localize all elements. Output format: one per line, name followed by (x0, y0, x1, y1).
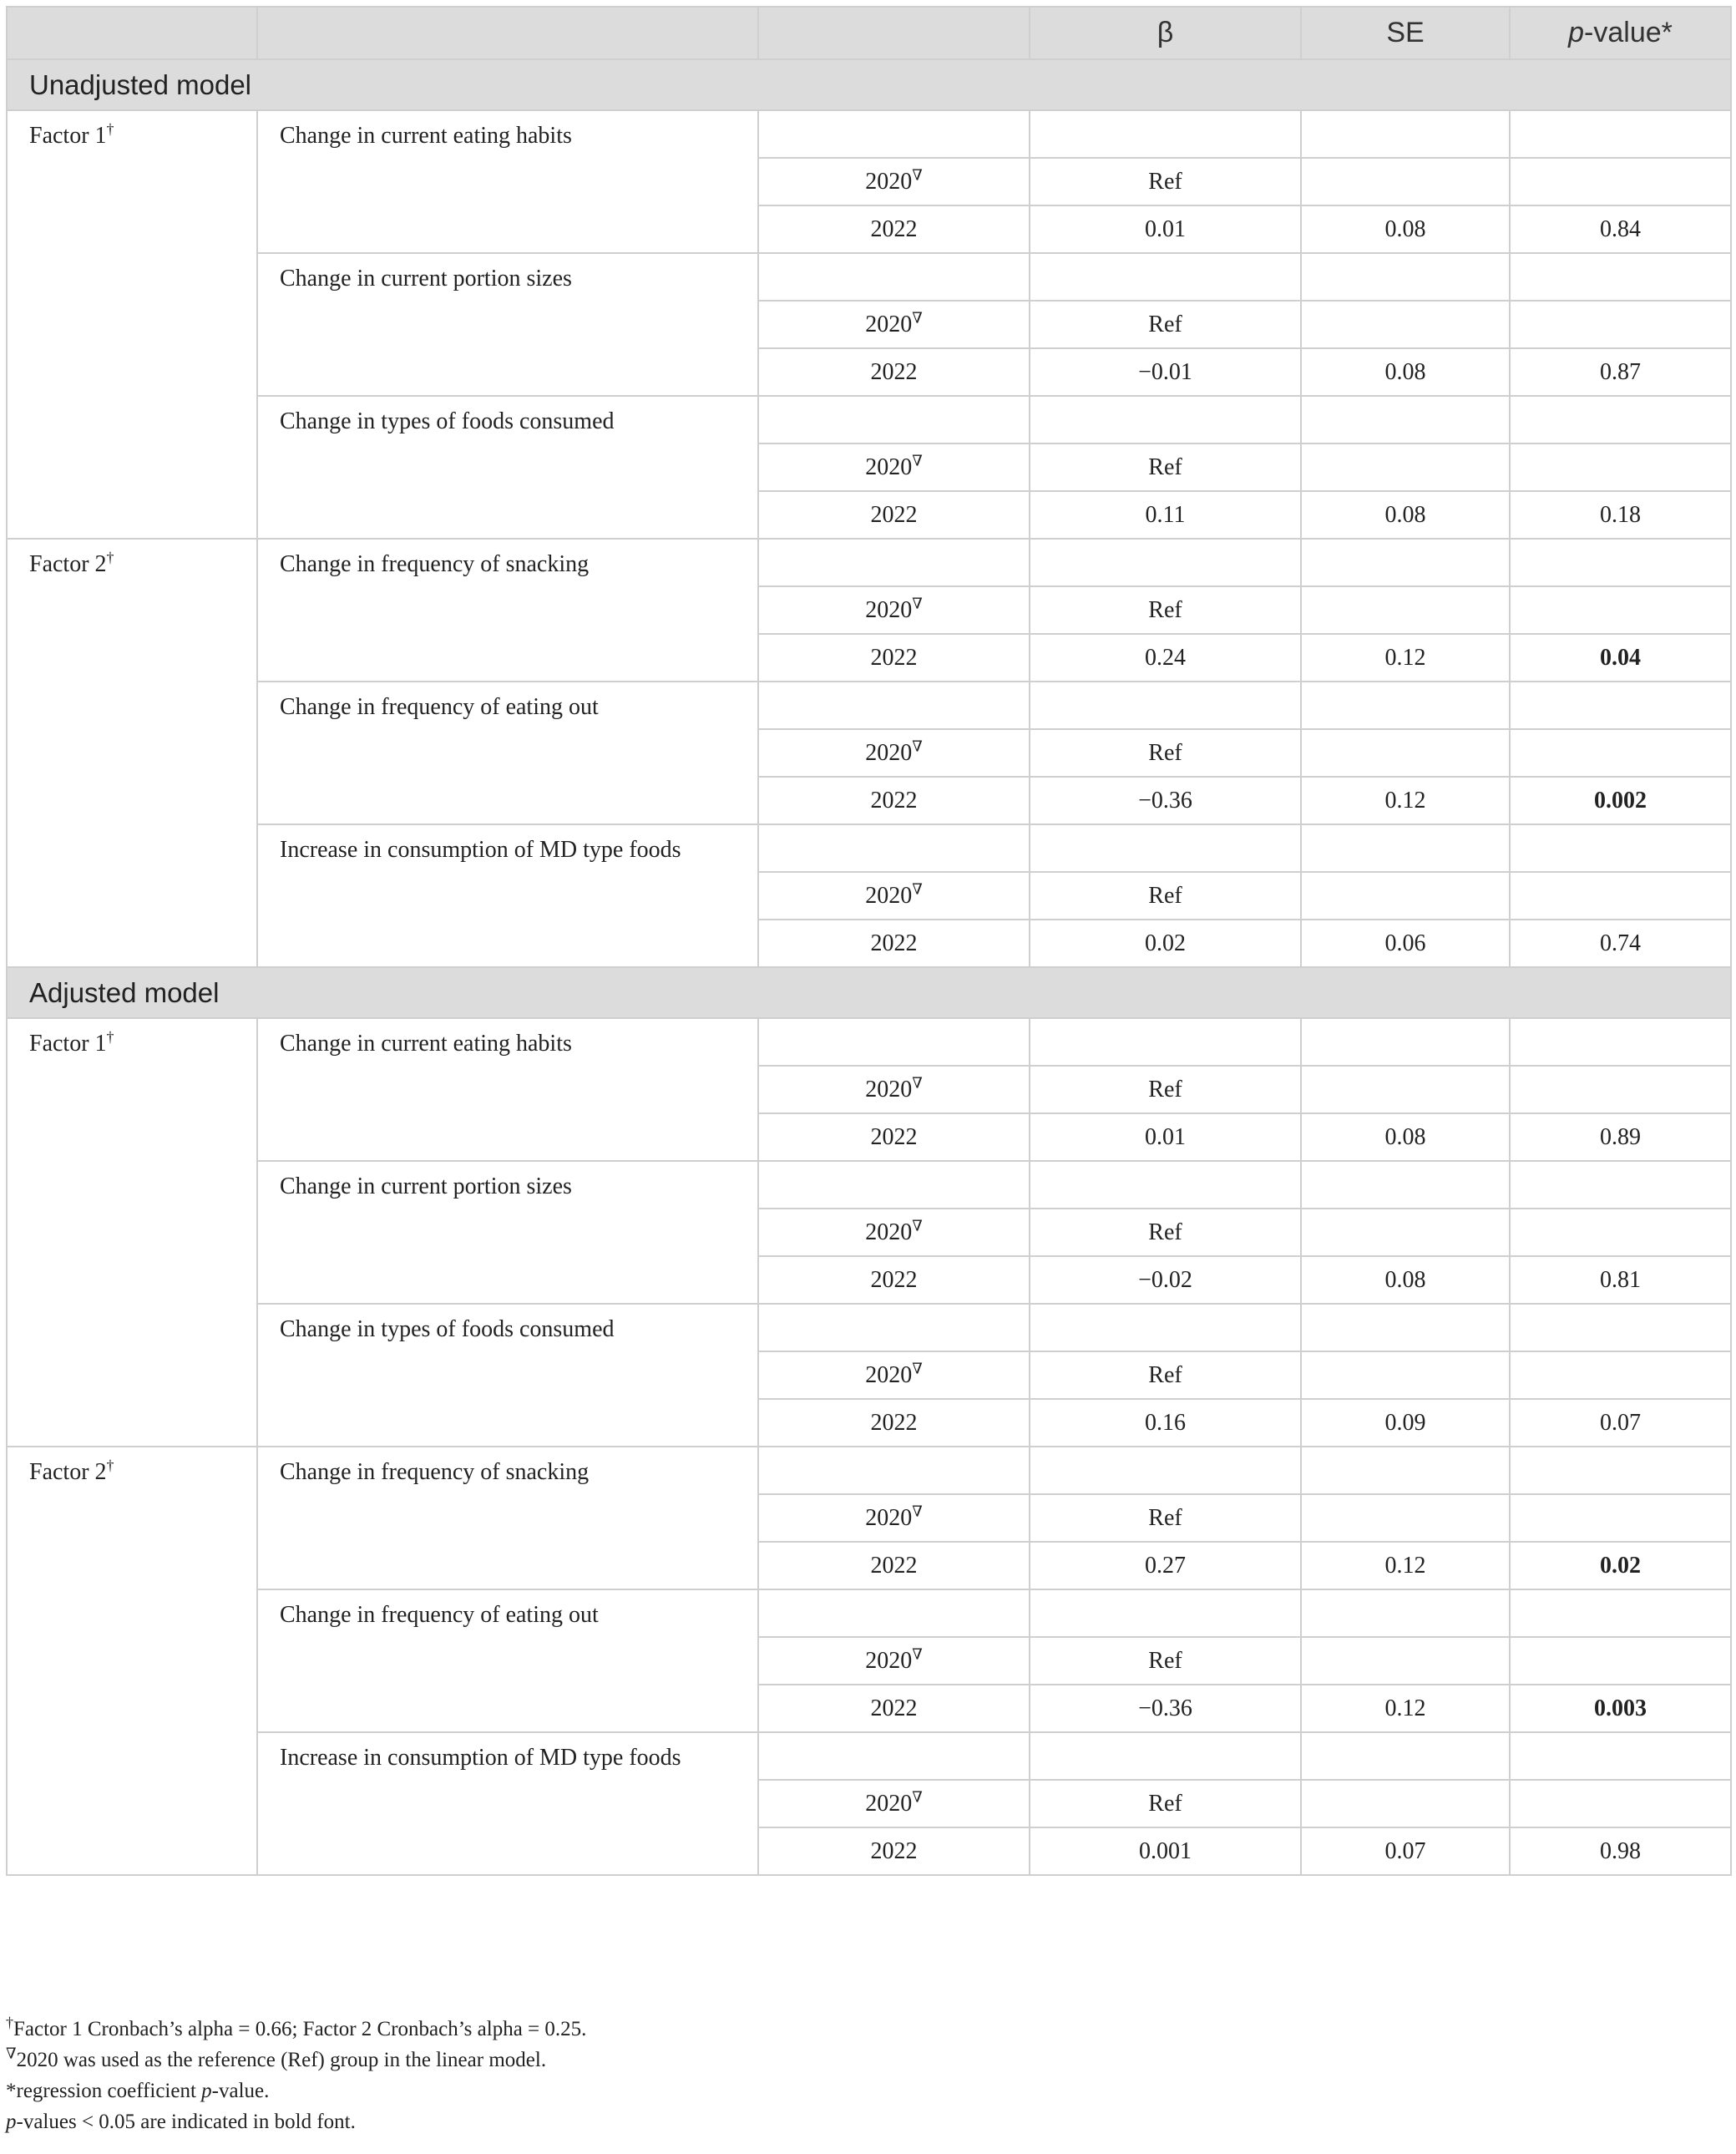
header-se: SE (1301, 7, 1510, 59)
se-value: 0.12 (1301, 634, 1510, 682)
table-header-row (7, 7, 1731, 59)
se-value: 0.12 (1301, 1685, 1510, 1732)
empty-cell (1510, 301, 1731, 348)
empty-cell (1510, 1304, 1731, 1351)
table-row (7, 1589, 1731, 1637)
empty-cell (1301, 110, 1510, 158)
empty-cell (758, 1732, 1030, 1780)
section-row (7, 967, 1731, 1018)
empty-cell (1301, 729, 1510, 777)
ref-year-text: 2020 (865, 1361, 913, 1388)
item-label: Change in current eating habits (257, 110, 758, 253)
empty-cell (1510, 110, 1731, 158)
se-value: 0.08 (1301, 491, 1510, 539)
p-value: 0.002 (1510, 777, 1731, 824)
beta-value: 0.16 (1030, 1399, 1301, 1447)
empty-cell (1301, 682, 1510, 729)
empty-cell (1301, 1209, 1510, 1256)
beta-value: 0.001 (1030, 1827, 1301, 1875)
p-value: 0.87 (1510, 348, 1731, 396)
empty-cell (1510, 1066, 1731, 1113)
empty-cell (758, 253, 1030, 301)
header-blank-3 (758, 7, 1030, 59)
empty-cell (1030, 1732, 1301, 1780)
ref-year (758, 729, 1030, 777)
empty-cell (1301, 1589, 1510, 1637)
header-blank-1 (7, 7, 257, 59)
year-value: 2022 (758, 348, 1030, 396)
factor-label-text: Factor 1 (29, 123, 107, 149)
empty-cell (1030, 1589, 1301, 1637)
table-row (7, 539, 1731, 586)
year-value: 2022 (758, 1542, 1030, 1589)
year-value: 2022 (758, 634, 1030, 682)
empty-cell (1030, 110, 1301, 158)
header-blank-2 (257, 7, 758, 59)
empty-cell (758, 1018, 1030, 1066)
beta-value: Ref (1030, 586, 1301, 634)
table-row (7, 110, 1731, 158)
ref-year-text: 2020 (865, 454, 913, 480)
empty-cell (758, 824, 1030, 872)
footnote-4-italic: p (6, 2111, 17, 2133)
empty-cell (758, 1447, 1030, 1494)
factor-label-text: Factor 2 (29, 551, 107, 577)
empty-cell (1510, 824, 1731, 872)
p-value: 0.02 (1510, 1542, 1731, 1589)
ref-year-text: 2020 (865, 1647, 913, 1674)
beta-value: 0.02 (1030, 920, 1301, 967)
empty-cell (1510, 729, 1731, 777)
empty-cell (1510, 1589, 1731, 1637)
ref-year (758, 1637, 1030, 1685)
beta-value: 0.11 (1030, 491, 1301, 539)
beta-value: −0.36 (1030, 1685, 1301, 1732)
year-value: 2022 (758, 491, 1030, 539)
se-value: 0.08 (1301, 1256, 1510, 1304)
empty-cell (1301, 1780, 1510, 1827)
empty-cell (1301, 158, 1510, 205)
footnote-4-post: -values < 0.05 are indicated in bold font. (16, 2111, 356, 2133)
empty-cell (1510, 1209, 1731, 1256)
empty-cell (1510, 586, 1731, 634)
table-row (7, 1447, 1731, 1494)
factor-label-text: Factor 1 (29, 1031, 107, 1057)
header-p-value (1510, 7, 1731, 59)
ref-year-mark: ∇ (912, 1645, 923, 1663)
empty-cell (1301, 1732, 1510, 1780)
empty-cell (1301, 396, 1510, 443)
ref-year (758, 158, 1030, 205)
table-row (7, 1732, 1731, 1780)
factor-label-mark: † (106, 1457, 114, 1474)
ref-year (758, 586, 1030, 634)
ref-year-mark: ∇ (912, 166, 923, 184)
p-value: 0.84 (1510, 205, 1731, 253)
empty-cell (1510, 253, 1731, 301)
factor-label (7, 539, 257, 967)
empty-cell (1301, 539, 1510, 586)
factor-label-mark: † (106, 549, 114, 566)
footnote-4 (6, 2106, 1726, 2137)
section-row (7, 59, 1731, 110)
empty-cell (1030, 539, 1301, 586)
empty-cell (1510, 1732, 1731, 1780)
item-label: Change in current eating habits (257, 1018, 758, 1161)
ref-year-text: 2020 (865, 1504, 913, 1531)
ref-year-text: 2020 (865, 596, 913, 623)
item-label: Change in current portion sizes (257, 253, 758, 396)
empty-cell (1510, 1018, 1731, 1066)
ref-year (758, 872, 1030, 920)
ref-year-text: 2020 (865, 1790, 913, 1817)
table-row (7, 396, 1731, 443)
table-row (7, 824, 1731, 872)
year-value: 2022 (758, 1256, 1030, 1304)
se-value: 0.08 (1301, 205, 1510, 253)
ref-year (758, 443, 1030, 491)
ref-year-text: 2020 (865, 1219, 913, 1245)
ref-year (758, 1066, 1030, 1113)
empty-cell (1510, 443, 1731, 491)
table-row (7, 1018, 1731, 1066)
ref-year-text: 2020 (865, 882, 913, 909)
empty-cell (1510, 539, 1731, 586)
p-value: 0.18 (1510, 491, 1731, 539)
table-row (7, 1304, 1731, 1351)
footnote-2 (6, 2045, 1726, 2075)
beta-value: 0.24 (1030, 634, 1301, 682)
empty-cell (758, 1304, 1030, 1351)
ref-year-mark: ∇ (912, 1360, 923, 1377)
p-value: 0.04 (1510, 634, 1731, 682)
ref-year-text: 2020 (865, 739, 913, 766)
factor-label-text: Factor 2 (29, 1459, 107, 1485)
ref-year-mark: ∇ (912, 880, 923, 898)
table-row (7, 1161, 1731, 1209)
empty-cell (1301, 1351, 1510, 1399)
se-value: 0.09 (1301, 1399, 1510, 1447)
beta-value: Ref (1030, 1494, 1301, 1542)
empty-cell (1301, 253, 1510, 301)
year-value: 2022 (758, 1113, 1030, 1161)
item-label: Change in frequency of eating out (257, 682, 758, 824)
ref-year (758, 1209, 1030, 1256)
empty-cell (1510, 1780, 1731, 1827)
beta-value: Ref (1030, 872, 1301, 920)
empty-cell (1510, 1494, 1731, 1542)
empty-cell (1510, 1447, 1731, 1494)
footnote-2-text: 2020 was used as the reference (Ref) group in the linear model. (16, 2049, 547, 2071)
empty-cell (1301, 824, 1510, 872)
empty-cell (1301, 586, 1510, 634)
empty-cell (1301, 872, 1510, 920)
empty-cell (1510, 1161, 1731, 1209)
ref-year-mark: ∇ (912, 452, 923, 469)
ref-year-mark: ∇ (912, 309, 923, 327)
ref-year (758, 1351, 1030, 1399)
empty-cell (1030, 396, 1301, 443)
empty-cell (1030, 682, 1301, 729)
empty-cell (1510, 1351, 1731, 1399)
footnote-3-post: -value. (211, 2080, 270, 2102)
p-value: 0.81 (1510, 1256, 1731, 1304)
empty-cell (1030, 1161, 1301, 1209)
year-value: 2022 (758, 1399, 1030, 1447)
p-value: 0.74 (1510, 920, 1731, 967)
ref-year-mark: ∇ (912, 1788, 923, 1806)
beta-value: Ref (1030, 729, 1301, 777)
beta-value: 0.27 (1030, 1542, 1301, 1589)
beta-value: Ref (1030, 158, 1301, 205)
year-value: 2022 (758, 1685, 1030, 1732)
empty-cell (1030, 1304, 1301, 1351)
beta-value: 0.01 (1030, 205, 1301, 253)
ref-year-mark: ∇ (912, 1217, 923, 1234)
beta-value: Ref (1030, 1351, 1301, 1399)
empty-cell (1510, 396, 1731, 443)
beta-value: 0.01 (1030, 1113, 1301, 1161)
footnote-1-text: Factor 1 Cronbach’s alpha = 0.66; Factor 2 Cronbach’s alpha = 0.25. (13, 2018, 587, 2040)
se-value: 0.08 (1301, 1113, 1510, 1161)
se-value: 0.07 (1301, 1827, 1510, 1875)
se-value: 0.08 (1301, 348, 1510, 396)
beta-value: Ref (1030, 1780, 1301, 1827)
se-value: 0.12 (1301, 777, 1510, 824)
beta-value: Ref (1030, 1066, 1301, 1113)
ref-year (758, 1494, 1030, 1542)
empty-cell (1030, 1018, 1301, 1066)
factor-label (7, 110, 257, 539)
p-value: 0.89 (1510, 1113, 1731, 1161)
empty-cell (1510, 872, 1731, 920)
nabla-mark: ∇ (6, 2045, 17, 2062)
beta-value: Ref (1030, 443, 1301, 491)
beta-value: −0.02 (1030, 1256, 1301, 1304)
empty-cell (758, 110, 1030, 158)
year-value: 2022 (758, 777, 1030, 824)
empty-cell (1301, 1494, 1510, 1542)
table-row (7, 682, 1731, 729)
p-value: 0.003 (1510, 1685, 1731, 1732)
ref-year-text: 2020 (865, 1076, 913, 1102)
footnote-1 (6, 2014, 1726, 2045)
p-value: 0.98 (1510, 1827, 1731, 1875)
header-p-rest: -value* (1584, 17, 1673, 48)
se-value: 0.06 (1301, 920, 1510, 967)
ref-year-mark: ∇ (912, 595, 923, 612)
empty-cell (1301, 1304, 1510, 1351)
factor-label (7, 1447, 257, 1875)
empty-cell (1301, 1447, 1510, 1494)
year-value: 2022 (758, 1827, 1030, 1875)
ref-year (758, 1780, 1030, 1827)
beta-value: −0.36 (1030, 777, 1301, 824)
empty-cell (1510, 158, 1731, 205)
beta-value: Ref (1030, 1637, 1301, 1685)
empty-cell (1301, 301, 1510, 348)
empty-cell (1030, 1447, 1301, 1494)
item-label: Change in frequency of eating out (257, 1589, 758, 1732)
beta-value: Ref (1030, 1209, 1301, 1256)
ref-year-mark: ∇ (912, 737, 923, 755)
item-label: Change in types of foods consumed (257, 396, 758, 539)
empty-cell (1510, 682, 1731, 729)
factor-label-mark: † (106, 1028, 114, 1046)
regression-table (6, 6, 1732, 1876)
empty-cell (1301, 1161, 1510, 1209)
se-value: 0.12 (1301, 1542, 1510, 1589)
ref-year-text: 2020 (865, 311, 913, 337)
footnotes (6, 2014, 1726, 2137)
empty-cell (1030, 253, 1301, 301)
empty-cell (1301, 443, 1510, 491)
ref-year (758, 301, 1030, 348)
empty-cell (758, 396, 1030, 443)
empty-cell (758, 539, 1030, 586)
item-label: Change in types of foods consumed (257, 1304, 758, 1447)
empty-cell (1301, 1637, 1510, 1685)
footnote-3-italic: p (201, 2080, 212, 2102)
footnote-3-pre: *regression coefficient (6, 2080, 202, 2102)
item-label: Increase in consumption of MD type foods (257, 1732, 758, 1875)
section-title: Unadjusted model (7, 59, 1731, 110)
factor-label (7, 1018, 257, 1447)
ref-year-text: 2020 (865, 168, 913, 195)
empty-cell (1030, 824, 1301, 872)
item-label: Change in frequency of snacking (257, 539, 758, 682)
empty-cell (1301, 1066, 1510, 1113)
empty-cell (1510, 1637, 1731, 1685)
empty-cell (1301, 1018, 1510, 1066)
item-label: Change in frequency of snacking (257, 1447, 758, 1589)
table-row (7, 253, 1731, 301)
header-p-italic: p (1568, 17, 1585, 48)
empty-cell (758, 1589, 1030, 1637)
item-label: Increase in consumption of MD type foods (257, 824, 758, 967)
year-value: 2022 (758, 920, 1030, 967)
ref-year-mark: ∇ (912, 1074, 923, 1092)
section-title: Adjusted model (7, 967, 1731, 1018)
beta-value: −0.01 (1030, 348, 1301, 396)
item-label: Change in current portion sizes (257, 1161, 758, 1304)
empty-cell (758, 1161, 1030, 1209)
header-beta: β (1030, 7, 1301, 59)
ref-year-mark: ∇ (912, 1503, 923, 1520)
factor-label-mark: † (106, 120, 114, 138)
year-value: 2022 (758, 205, 1030, 253)
beta-value: Ref (1030, 301, 1301, 348)
p-value: 0.07 (1510, 1399, 1731, 1447)
empty-cell (758, 682, 1030, 729)
footnote-3 (6, 2075, 1726, 2106)
dagger-mark: † (6, 2014, 13, 2031)
